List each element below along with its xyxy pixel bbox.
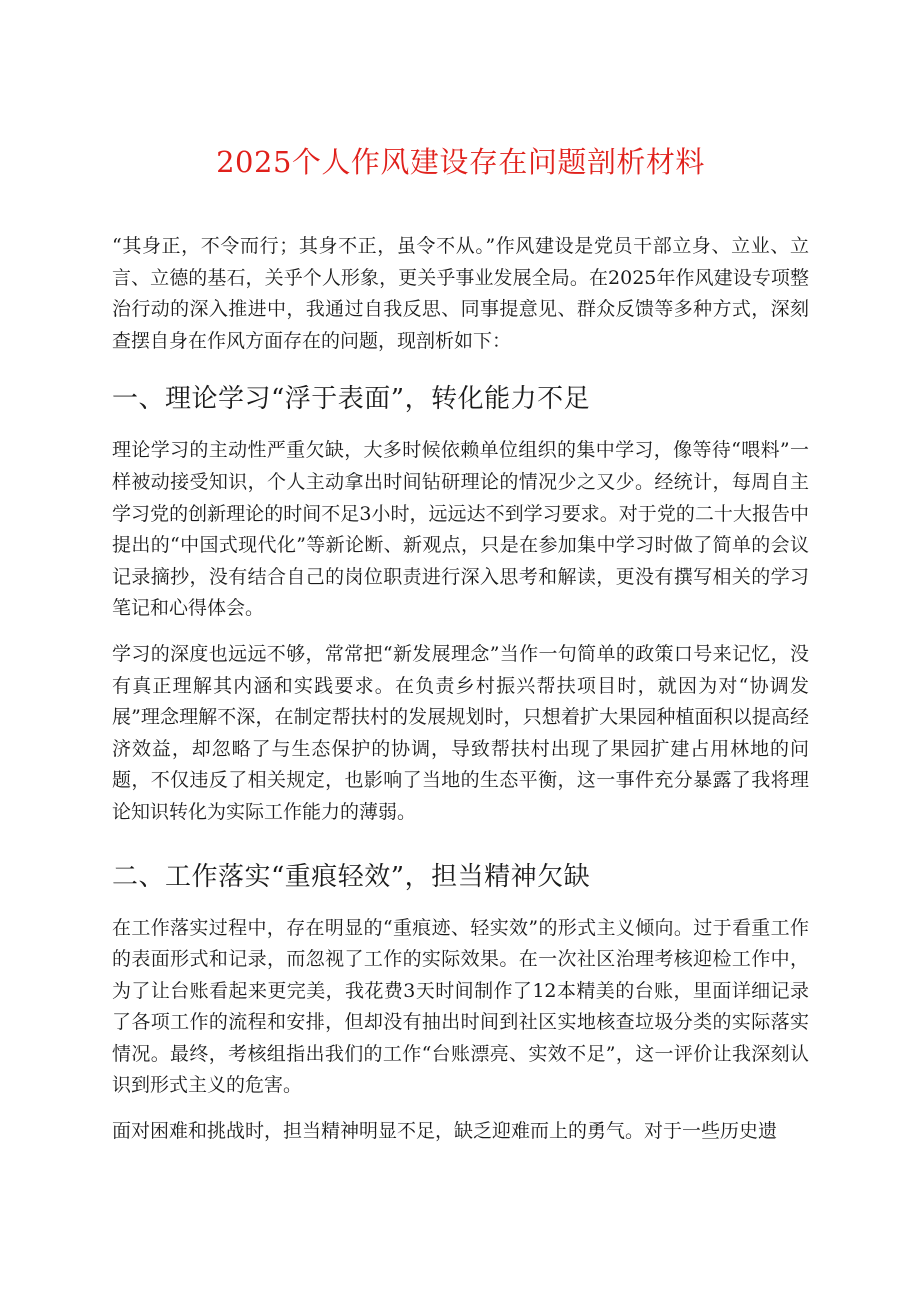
section-1-paragraph-2: 学习的深度也远远不够，常常把“新发展理念”当作一句简单的政策口号来记忆，没有真正理解其内涵和实践要求。在负责乡村振兴帮扶项目时，就因为对“协调发展”理念理解不深，在制定帮扶村的发展规划时，只想着扩大果园种植面积以提高经济效益，却忽略了与生态保护的协调，导致帮扶村出现了果园扩建占用林地的问题，不仅违反了相关规定，也影响了当地的生态平衡，这一事件充分暴露了我将理论知识转化为实际工作能力的薄弱。 (112, 642, 809, 823)
document-page (112, 140, 809, 1148)
section-1-paragraph-1: 理论学习的主动性严重欠缺，大多时候依赖单位组织的集中学习，像等待“喂料”一样被动接受知识，个人主动拿出时间钻研理论的情况少之又少。经统计，每周自主学习党的创新理论的时间不足3小时，远远达不到学习要求。对于党的二十大报告中提出的“中国式现代化”等新论断、新观点，只是在参加集中学习时做了简单的会议记录摘抄，没有结合自己的岗位职责进行深入思考和解读，更没有撰写相关的学习笔记和心得体会。 (112, 439, 809, 620)
document-title: 2025个人作风建设存在问题剖析材料 (216, 145, 705, 179)
intro-paragraph: “其身正，不令而行；其身不正，虽令不从。”作风建设是党员干部立身、立业、立言、立德的基石，关乎个人形象，更关乎事业发展全局。在2025年作风建设专项整治行动的深入推进中，我通过自我反思、同事提意见、群众反馈等多种方式，深刻查摆自身在作风方面存在的问题，现剖析如下： (112, 235, 809, 352)
section-heading-2: 二、工作落实“重痕轻效”，担当精神欠缺 (112, 861, 591, 892)
section-2-paragraph-2: 面对困难和挑战时，担当精神明显不足，缺乏迎难而上的勇气。对于一些历史遗 (112, 1120, 778, 1143)
section-2-paragraph-1: 在工作落实过程中，存在明显的“重痕迹、轻实效”的形式主义倾向。过于看重工作的表面形式和记录，而忽视了工作的实际效果。在一次社区治理考核迎检工作中，为了让台账看起来更完美，我花费3天时间制作了12本精美的台账，里面详细记录了各项工作的流程和安排，但却没有抽出时间到社区实地核查垃圾分类的实际落实情况。最终，考核组指出我们的工作“台账漂亮、实效不足”，这一评价让我深刻认识到形式主义的危害。 (112, 916, 809, 1097)
section-heading-1: 一、理论学习“浮于表面”，转化能力不足 (112, 384, 591, 415)
